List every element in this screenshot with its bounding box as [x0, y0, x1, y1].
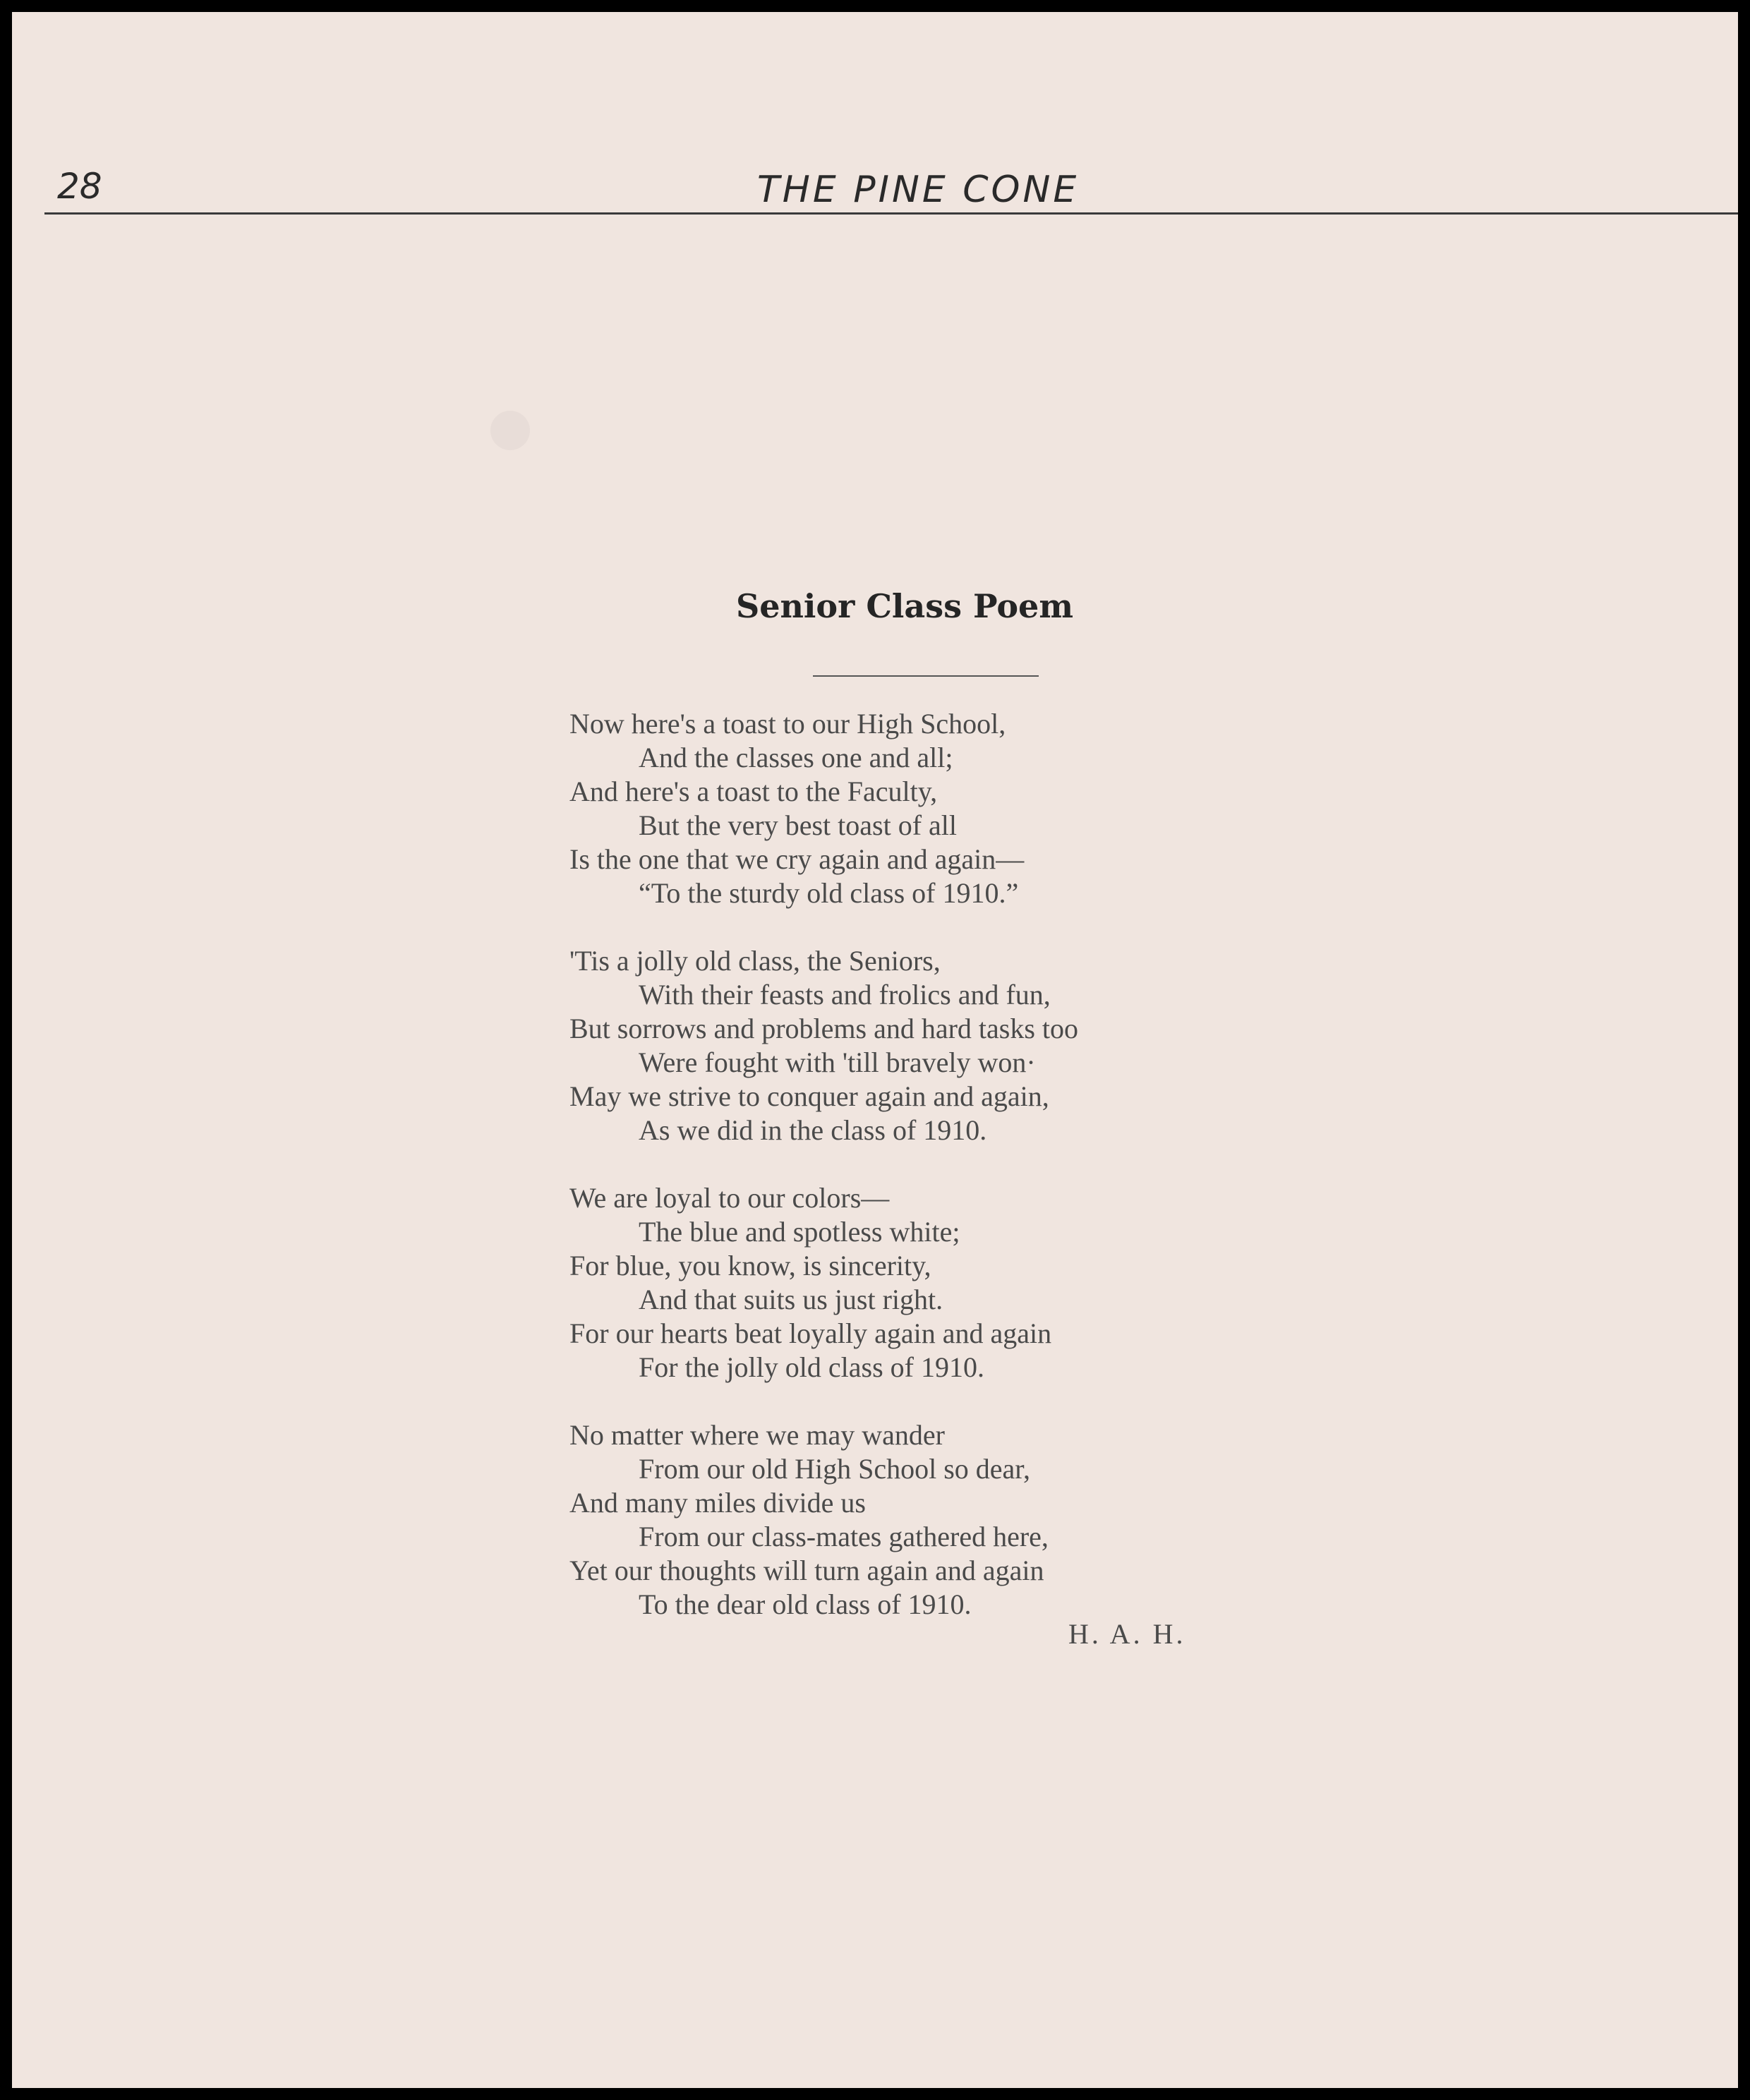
- poem-line: And that suits us just right.: [639, 1284, 943, 1315]
- stanza-1: [569, 707, 1346, 910]
- author-signature: H. A. H.: [1068, 1618, 1186, 1650]
- running-head: [44, 153, 1731, 217]
- poem-line: From our old High School so dear,: [639, 1453, 1031, 1485]
- poem-line: Now here's a toast to our High School,: [569, 708, 1006, 740]
- poem-line: Were fought with 'till bravely won·: [639, 1046, 1036, 1078]
- poem-line: The blue and spotless white;: [639, 1216, 960, 1248]
- poem-line: No matter where we may wander: [569, 1419, 945, 1451]
- poem-line: But the very best toast of all: [639, 809, 958, 841]
- poem-line: 'Tis a jolly old class, the Seniors,: [569, 945, 941, 977]
- poem-line: We are loyal to our colors—: [569, 1182, 890, 1214]
- poem-line: To the dear old class of 1910.: [639, 1588, 972, 1620]
- paper-blemish: [490, 411, 530, 450]
- page-number: 28: [57, 166, 102, 207]
- poem-line: “To the sturdy old class of 1910.”: [639, 877, 1019, 909]
- stanza-2: [569, 944, 1346, 1147]
- poem-line: And many miles divide us: [569, 1487, 866, 1519]
- header-rule: [44, 212, 1738, 215]
- poem-line: May we strive to conquer again and again,: [569, 1080, 1049, 1112]
- poem-line: Yet our thoughts will turn again and again: [569, 1555, 1044, 1586]
- stanza-3: [569, 1181, 1346, 1384]
- poem-line: With their feasts and frolics and fun,: [639, 979, 1051, 1010]
- poem-title: Senior Class Poem: [735, 587, 1073, 625]
- poem-line: For our hearts beat loyally again and again: [569, 1317, 1052, 1349]
- poem-line: And here's a toast to the Faculty,: [569, 776, 938, 807]
- title-rule: [813, 675, 1039, 677]
- poem-line: Is the one that we cry again and again—: [569, 843, 1025, 875]
- poem-line: But sorrows and problems and hard tasks too: [569, 1013, 1079, 1044]
- poem-line: From our class-mates gathered here,: [639, 1521, 1049, 1552]
- poem-line: As we did in the class of 1910.: [639, 1114, 987, 1146]
- poem-line: For blue, you know, is sincerity,: [569, 1250, 931, 1281]
- running-title: THE PINE CONE: [757, 169, 1080, 211]
- poem-line: For the jolly old class of 1910.: [639, 1351, 984, 1383]
- page-sheet: [12, 12, 1738, 2088]
- poem-line: And the classes one and all;: [639, 742, 953, 773]
- stanza-4: [569, 1418, 1346, 1622]
- poem-stanzas: [569, 707, 1346, 1655]
